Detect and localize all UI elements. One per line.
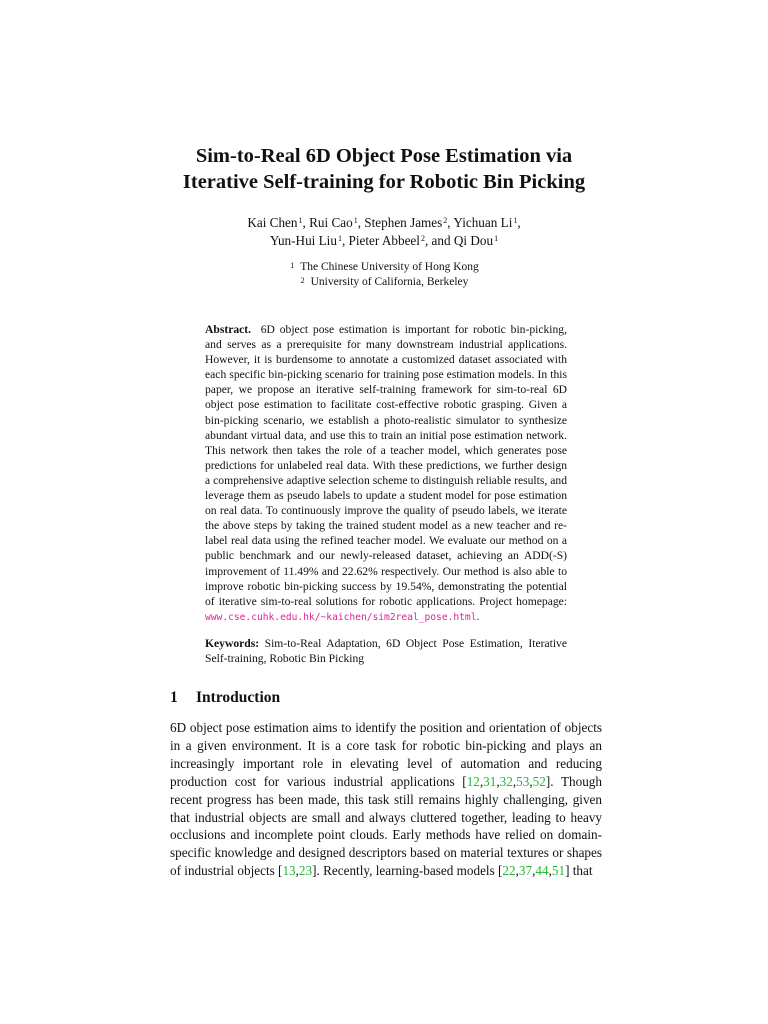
citation-link[interactable]: 23 <box>298 863 313 879</box>
citation-link[interactable]: 51 <box>551 863 566 879</box>
author-name: Qi Dou <box>453 233 494 248</box>
affiliation-mark: 2 <box>420 234 425 243</box>
citation-link[interactable]: 37 <box>518 863 533 879</box>
affiliation-name: The Chinese University of Hong Kong <box>300 261 479 273</box>
intro-text: ]. Though recent progress has been made, this task still remains highly challenging, given that industrial objects are small and always cluttered together, leading to heavy occlusions and incomplete point clouds. Early methods have relied on domain-specific knowledge and designed descriptors based on material textures or shapes of industrial objects [ <box>170 773 602 879</box>
keywords-label: Keywords: <box>205 637 260 650</box>
abstract-label: Abstract. <box>205 323 252 336</box>
author-name: Yun-Hui Liu <box>269 233 337 248</box>
title-line-1: Sim-to-Real 6D Object Pose Estimation via <box>195 145 573 167</box>
keywords <box>205 636 567 666</box>
affiliation-mark: 1 <box>513 216 518 225</box>
intro-text: ] that <box>565 863 593 879</box>
affiliation-item <box>0 275 768 290</box>
project-homepage-link[interactable]: www.cse.cuhk.edu.hk/~kaichen/sim2real_pose.html <box>205 611 477 623</box>
author-name: Pieter Abbeel <box>348 233 420 248</box>
author-name: Yichuan Li <box>453 215 513 230</box>
paper-title <box>0 143 768 195</box>
affiliation-number: 2 <box>300 276 305 285</box>
affiliation-mark: 1 <box>298 216 303 225</box>
section-number: 1 <box>170 689 178 706</box>
intro-text: ]. Recently, learning-based models [ <box>312 863 503 879</box>
author-name: Kai Chen <box>247 215 298 230</box>
affiliation-mark: 1 <box>494 234 499 243</box>
author-name: Stephen James <box>364 215 443 230</box>
author-line-2: Yun-Hui Liu$^1$, Pieter Abbeel$^2$, and Qi Dou$^1$ <box>269 233 499 248</box>
citation-link[interactable]: 22 <box>502 863 516 879</box>
introduction-paragraph: 6D object pose estimation aims to identify the position and orientation of objects in a given environment. It is a core task for robotic bin-picking and plays an increasingly important role in elevating level of automation and reducing production cost for various industrial applications [12,31,32,53,52]. Though recent progress has been made, this task still remains highly challenging, given that industrial objects are small and always cluttered together, leading to heavy occlusions and incomplete point clouds. Early methods have relied on domain-specific knowledge and designed descriptors based on material textures or shapes of industrial objects [13,23]. Recently, learning-based models [22,37,44,51] that <box>170 720 602 879</box>
affiliation-mark: 1 <box>353 216 358 225</box>
citation-link[interactable]: 31 <box>483 773 497 789</box>
keywords-text: Sim-to-Real Adaptation, 6D Object Pose Estimation, Iterative Self-training, Robotic Bin Picking <box>205 637 567 666</box>
affiliation-name: University of California, Berkeley <box>310 276 469 288</box>
abstract <box>205 322 567 625</box>
title-line-2: Iterative Self-training for Robotic Bin Picking <box>182 171 586 193</box>
citation-link[interactable]: 44 <box>535 863 549 879</box>
citation-link[interactable]: 13 <box>282 863 296 879</box>
author-line-1: Kai Chen$^1$, Rui Cao$^1$, Stephen James$^2$, Yichuan Li$^1$, <box>247 215 521 230</box>
affiliation-number: 1 <box>290 261 295 270</box>
abstract-text: 6D object pose estimation is important for robotic bin-picking, and serves as a prerequisite for many downstream industrial applications. However, it is burdensome to annotate a customized dataset associated with each specific bin-picking scenario for training pose estimation models. In this paper, we propose an iterative self-training framework for sim-to-real 6D object pose estimation to facilitate cost-effective robotic grasping. Given a bin-picking scenario, we establish a photo-realistic simulator to synthesize abundant virtual data, and use this to train an initial pose estimation network. This network then takes the role of a teacher model, which generates pose predictions for unlabeled real data. With these predictions, we further design a comprehensive adaptive selection scheme to distinguish reliable results, and leverage them as pseudo labels to update a student model for pose estimation on real data. To continuously improve the quality of pseudo labels, we iterate the above steps by taking the trained student model as a new teacher and re-label real data using the refined teacher model. We evaluate our method on a public benchmark and our newly-released dataset, achieving an ADD(-S) improvement of 11.49% and 22.62% respectively. Our method is also able to improve robotic bin-picking success by 19.54%, demonstrating the potential of iterative sim-to-real solutions for robotic applications. Project homepage: <box>205 323 568 608</box>
affiliation-mark: 1 <box>337 234 342 243</box>
citation-link[interactable]: 12 <box>466 773 480 789</box>
citation-link[interactable]: 52 <box>532 773 546 789</box>
intro-text: 6D object pose estimation aims to identify the position and orientation of objects in a given environment. It is a core task for robotic bin-picking and plays an increasingly important role in elevating level of automation and reducing production cost for various industrial applications [ <box>170 720 602 789</box>
citation-link[interactable]: 53 <box>516 773 530 789</box>
citation-link[interactable]: 32 <box>499 773 513 789</box>
author-name: Rui Cao <box>309 215 353 230</box>
affiliation-list <box>0 260 768 290</box>
section-heading <box>170 688 280 708</box>
affiliation-mark: 2 <box>443 216 448 225</box>
section-title: Introduction <box>196 689 281 706</box>
affiliation-item <box>0 260 768 275</box>
abstract-end: . <box>476 609 480 623</box>
author-list <box>0 214 768 250</box>
